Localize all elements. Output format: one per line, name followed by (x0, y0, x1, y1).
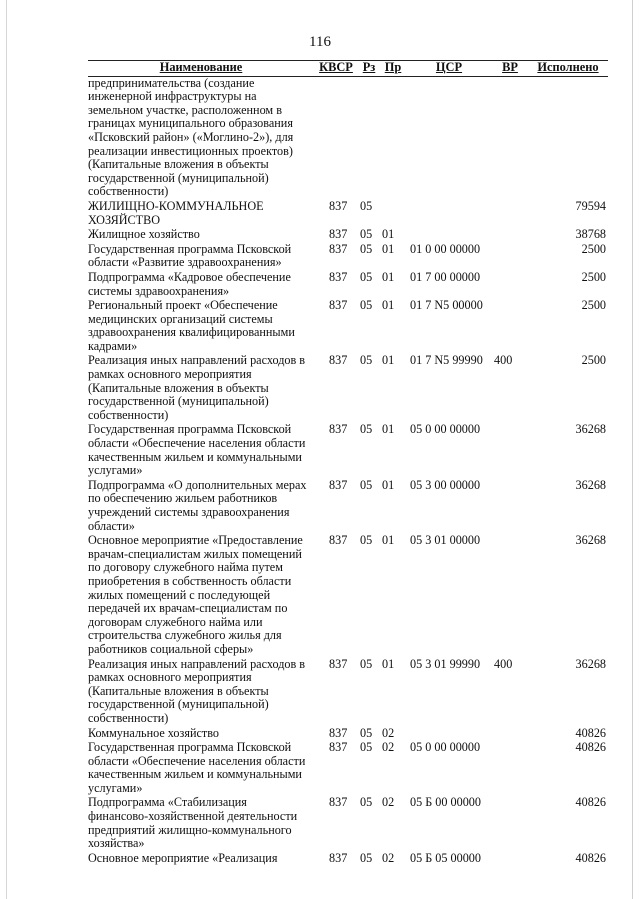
column-header-vr: ВР (492, 61, 528, 77)
cell-vr (492, 228, 528, 243)
cell-vr (492, 200, 528, 228)
page-number: 116 (309, 34, 331, 50)
cell-vr (492, 534, 528, 657)
cell-csr: 05 3 01 00000 (410, 533, 481, 548)
cell-rz: 05 (360, 656, 373, 671)
cell-name: Основное мероприятие «Предоставление врачам-специалистам жилых помещений по договору служебного найма путем приобретения в собственность области жилых помещений с последующей передачей их врачам-специалистам по договорам служебного найма или строительства служебного жилья для работников социальной сферы» (88, 533, 303, 656)
cell-vr (492, 727, 528, 742)
table-row (88, 727, 608, 742)
table-row (88, 658, 608, 727)
cell-done: 36268 (575, 533, 606, 548)
table-row (88, 741, 608, 796)
cell-kvsr: 837 (329, 198, 348, 213)
table-row (88, 852, 608, 867)
cell-pr: 02 (382, 795, 395, 810)
cell-vr (492, 243, 528, 271)
cell-vr (492, 852, 528, 867)
cell-name: Государственная программа Псковской области «Обеспечение населения области качественным жильем и коммунальными услугами» (88, 422, 306, 478)
cell-done: 40826 (575, 740, 606, 755)
cell-rz: 05 (360, 269, 373, 284)
cell-done: 2500 (581, 241, 606, 256)
cell-done: 2500 (581, 353, 606, 368)
cell-csr: 05 0 00 00000 (410, 740, 481, 755)
cell-kvsr: 837 (329, 725, 348, 740)
cell-pr: 01 (382, 269, 395, 284)
cell-pr (380, 200, 406, 228)
cell-csr: 05 3 01 99990 (410, 656, 481, 671)
cell-rz: 05 (360, 740, 373, 755)
cell-done: 40826 (575, 795, 606, 810)
cell-csr (406, 727, 492, 742)
cell-pr: 01 (382, 477, 395, 492)
column-header-name: Наименование (88, 61, 314, 77)
cell-name: Основное мероприятие «Реализация (88, 850, 278, 865)
cell-vr: 400 (494, 656, 513, 671)
cell-done: 40826 (575, 850, 606, 865)
cell-done (528, 76, 608, 200)
cell-csr: 01 7 N5 00000 (410, 298, 483, 313)
cell-vr (492, 271, 528, 299)
cell-vr (492, 796, 528, 851)
cell-csr: 05 Б 05 00000 (410, 850, 481, 865)
cell-rz: 05 (360, 477, 373, 492)
cell-csr (406, 76, 492, 200)
cell-pr (380, 76, 406, 200)
cell-done: 36268 (575, 422, 606, 437)
cell-kvsr: 837 (329, 533, 348, 548)
column-header-rz: Рз (358, 61, 380, 77)
table-row (88, 243, 608, 271)
table-row (88, 796, 608, 851)
cell-kvsr (314, 76, 358, 200)
cell-rz (358, 76, 380, 200)
cell-kvsr: 837 (329, 269, 348, 284)
cell-vr (492, 299, 528, 354)
cell-rz: 05 (360, 533, 373, 548)
cell-name: Подпрограмма «Кадровое обеспечение системы здравоохранения» (88, 269, 291, 298)
cell-kvsr: 837 (329, 850, 348, 865)
cell-kvsr: 837 (329, 477, 348, 492)
cell-kvsr: 837 (329, 353, 348, 368)
table-header-row (88, 61, 608, 77)
cell-rz: 05 (360, 227, 373, 242)
column-header-kvsr: КВСР (314, 61, 358, 77)
cell-kvsr: 837 (329, 422, 348, 437)
cell-name: Подпрограмма «Стабилизация финансово-хозяйственной деятельности предприятий жилищно-коммунального хозяйства» (88, 795, 298, 851)
cell-name: Подпрограмма «О дополнительных мерах по обеспечению жильем работников учреждений системы здравоохранения области» (88, 477, 307, 533)
cell-done: 2500 (581, 298, 606, 313)
cell-done: 40826 (575, 725, 606, 740)
cell-vr (492, 76, 528, 200)
table-row (88, 299, 608, 354)
cell-vr (492, 479, 528, 534)
cell-rz: 05 (360, 298, 373, 313)
table-row (88, 423, 608, 478)
cell-csr (406, 200, 492, 228)
cell-name: Реализация иных направлений расходов в рамках основного мероприятия (Капитальные вложения в объекты государственной (муниципальной) собственности) (88, 656, 306, 725)
cell-pr: 01 (382, 533, 395, 548)
cell-name: Жилищное хозяйство (88, 227, 200, 242)
cell-csr: 05 Б 00 00000 (410, 795, 481, 810)
cell-rz: 05 (360, 241, 373, 256)
cell-pr: 02 (382, 725, 395, 740)
cell-kvsr: 837 (329, 241, 348, 256)
column-header-done: Исполнено (528, 61, 608, 77)
cell-pr: 01 (382, 227, 395, 242)
cell-done: 38768 (575, 227, 606, 242)
cell-rz: 05 (360, 725, 373, 740)
table-row (88, 228, 608, 243)
table-row (88, 534, 608, 657)
cell-done: 79594 (575, 198, 606, 213)
column-header-csr: ЦСР (406, 61, 492, 77)
cell-rz: 05 (360, 198, 373, 213)
cell-pr: 01 (382, 298, 395, 313)
cell-pr: 01 (382, 241, 395, 256)
table-row (88, 200, 608, 228)
cell-rz: 05 (360, 795, 373, 810)
cell-kvsr: 837 (329, 656, 348, 671)
cell-kvsr: 837 (329, 795, 348, 810)
budget-table (88, 60, 608, 866)
cell-name: предпринимательства (создание инженерной инфраструктуры на земельном участке, расположенном в границах муниципального образования «Псковский район» («Моглино-2»), для реализации инвестиционных проектов) (Капитальные вложения в объекты государственной (муниципальной) собственности) (88, 75, 294, 199)
cell-kvsr: 837 (329, 298, 348, 313)
scan-edge-left (6, 0, 7, 899)
cell-done: 36268 (575, 477, 606, 492)
cell-pr: 01 (382, 422, 395, 437)
cell-name: ЖИЛИЩНО-КОММУНАЛЬНОЕ ХОЗЯЙСТВО (88, 198, 264, 227)
cell-csr: 05 3 00 00000 (410, 477, 481, 492)
cell-rz: 05 (360, 850, 373, 865)
cell-rz: 05 (360, 353, 373, 368)
scan-edge-right (632, 0, 633, 899)
cell-csr: 01 7 00 00000 (410, 269, 481, 284)
table-row (88, 479, 608, 534)
cell-name: Региональный проект «Обеспечение медицинских организаций системы здравоохранения квалифицированными кадрами» (88, 298, 295, 353)
table-row (88, 354, 608, 423)
cell-csr: 05 0 00 00000 (410, 422, 481, 437)
table-row (88, 76, 608, 200)
cell-pr: 02 (382, 850, 395, 865)
cell-name: Реализация иных направлений расходов в рамках основного мероприятия (Капитальные вложения в объекты государственной (муниципальной) собственности) (88, 353, 306, 422)
column-header-pr: Пр (380, 61, 406, 77)
cell-pr: 01 (382, 656, 395, 671)
cell-csr: 01 0 00 00000 (410, 241, 481, 256)
cell-pr: 01 (382, 353, 395, 368)
cell-name: Коммунальное хозяйство (88, 725, 219, 740)
cell-kvsr: 837 (329, 227, 348, 242)
cell-vr (492, 741, 528, 796)
cell-name: Государственная программа Псковской области «Развитие здравоохранения» (88, 241, 292, 270)
table-body (88, 76, 608, 866)
cell-vr (492, 423, 528, 478)
cell-done: 2500 (581, 269, 606, 284)
cell-kvsr: 837 (329, 740, 348, 755)
cell-rz: 05 (360, 422, 373, 437)
cell-done: 36268 (575, 656, 606, 671)
cell-name: Государственная программа Псковской области «Обеспечение населения области качественным жильем и коммунальными услугами» (88, 740, 306, 795)
cell-csr: 01 7 N5 99990 (410, 353, 483, 368)
cell-csr (406, 228, 492, 243)
table-row (88, 271, 608, 299)
cell-pr: 02 (382, 740, 395, 755)
cell-vr: 400 (494, 353, 513, 368)
